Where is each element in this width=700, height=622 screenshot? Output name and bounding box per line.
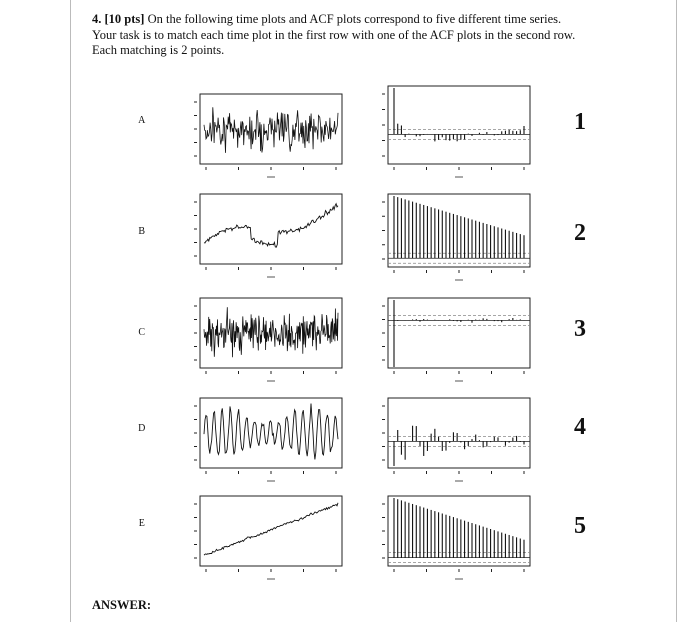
row-number-4: 4 [574,414,586,440]
plot-frame [200,398,342,468]
row-label-e: E [138,518,146,529]
time-plot-e [174,490,344,582]
time-series-line [204,404,338,460]
question-points: [10 pts] [104,12,145,26]
question-line-2: Your task is to match each time plot in the first row with one of the ACF plots in the second row. [92,27,576,42]
plot-frame [388,298,530,368]
row-label-d: D [138,423,146,434]
time-series-line [204,307,338,357]
acf-plot-2 [360,188,535,283]
question-text [92,12,662,59]
acf-plot-5 [360,490,535,582]
acf-plot-3 [360,292,535,384]
acf-plot-4 [360,392,535,484]
plot-frame [200,194,342,264]
acf-plot-1 [360,80,535,180]
answer-label: ANSWER: [92,598,152,612]
question-number: 4. [92,12,102,26]
row-number-1: 1 [574,109,586,135]
plot-frame [388,398,530,468]
time-plot-b [174,188,344,280]
row-number-2: 2 [574,220,586,246]
time-series-line [204,503,338,555]
time-plot-d [174,392,344,484]
time-plot-c [174,292,344,384]
time-series-line [204,107,338,153]
row-label-b: B [138,226,146,237]
row-number-3: 3 [574,316,586,342]
time-series-line [204,204,338,248]
row-label-c: C [138,327,146,338]
page-border-left [70,0,71,622]
page-border-right [676,0,677,622]
row-number-5: 5 [574,513,586,539]
plot-frame [388,86,530,164]
time-plot-a [174,88,344,180]
question-line-3: Each matching is 2 points. [92,43,225,57]
row-label-a: A [138,115,146,126]
question-line-1: On the following time plots and ACF plots correspond to five different time series. [144,12,562,26]
plot-frame [200,496,342,566]
